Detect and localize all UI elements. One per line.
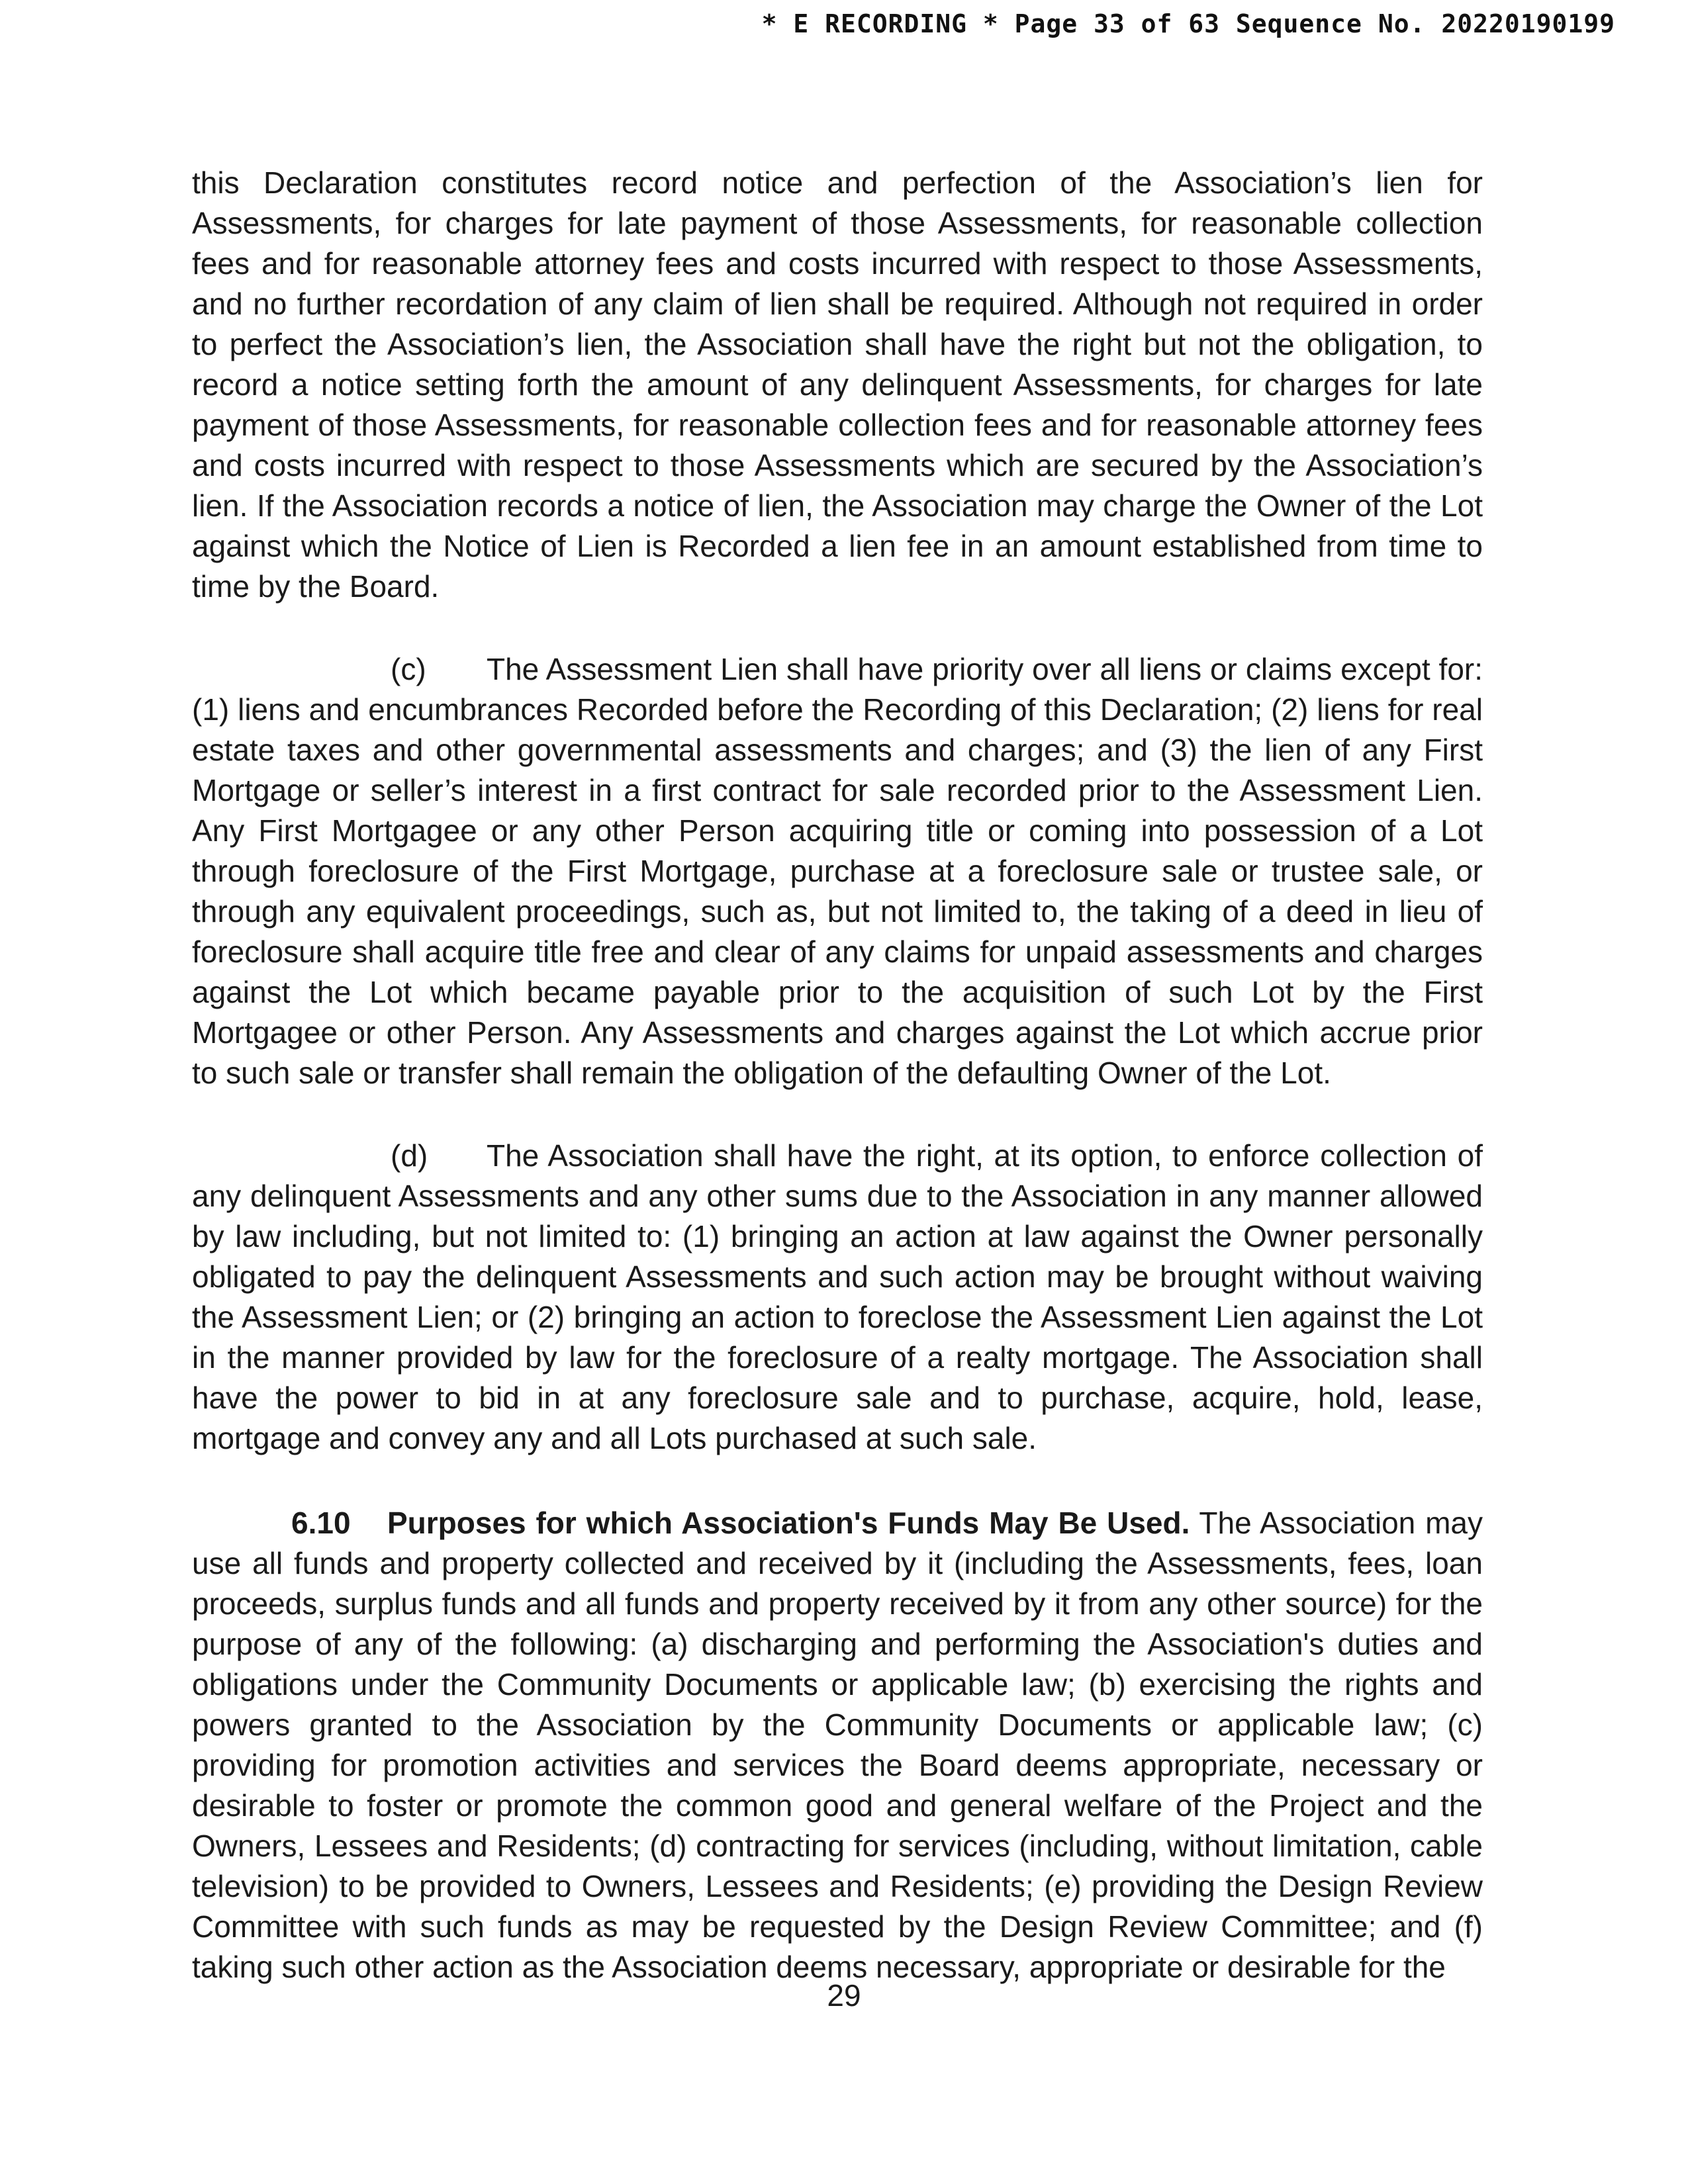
paragraph-c	[192, 649, 1483, 1093]
paragraph-c-label: (c)	[391, 652, 426, 686]
paragraph-d	[192, 1136, 1483, 1459]
section-6-10	[192, 1503, 1483, 1987]
section-title: Purposes for which Association's Funds May Be Used.	[387, 1506, 1190, 1540]
section-text: The Association may use all funds and property collected and received by it (including the Assessments, fees, loan proceeds, surplus funds and all funds and property received by it from any other source) for the purpose of any of the following: (a) discharging and performing the Association's duties and obligations under the Community Documents or applicable law; (b) exercising the rights and powers granted to the Association by the Community Documents or applicable law; (c) providing for promotion activities and services the Board deems appropriate, necessary or desirable to foster or promote the common good and general welfare of the Project and the Owners, Lessees and Residents; (d) contracting for services (including, without limitation, cable television) to be provided to Owners, Lessees and Residents; (e) providing the Design Review Committee with such funds as may be requested by the Design Review Committee; and (f) taking such other action as the Association deems necessary, appropriate or desirable for the	[192, 1506, 1483, 1984]
paragraph-d-text: The Association shall have the right, at its option, to enforce collection of any delinquent Assessments and any other sums due to the Association in any manner allowed by law including, but not limited to: (1) bringing an action at law against the Owner personally obligated to pay the delinquent Assessments and such action may be brought without waiving the Assessment Lien; or (2) bringing an action to foreclose the Assessment Lien against the Lot in the manner provided by law for the foreclosure of a realty mortgage. The Association shall have the power to bid in at any foreclosure sale and to purchase, acquire, hold, lease, mortgage and convey any and all Lots purchased at such sale.	[192, 1138, 1483, 1455]
section-number: 6.10	[291, 1506, 351, 1540]
page-number: 29	[827, 1978, 861, 2013]
paragraph-continuation: this Declaration constitutes record notice and perfection of the Association’s lien for Assessments, for charges for late payment of those Assessments, for reasonable collection fees and for reasonable attorney fees and costs incurred with respect to those Assessments, and no further recordation of any claim of lien shall be required. Although not required in order to perfect the Association’s lien, the Association shall have the right but not the obligation, to record a notice setting forth the amount of any delinquent Assessments, for charges for late payment of those Assessments, for reasonable collection fees and for reasonable attorney fees and costs incurred with respect to those Assessments which are secured by the Association’s lien. If the Association records a notice of lien, the Association may charge the Owner of the Lot against which the Notice of Lien is Recorded a lien fee in an amount established from time to time by the Board.	[192, 165, 1483, 604]
paragraph-d-label: (d)	[391, 1138, 428, 1173]
recording-header: * E RECORDING * Page 33 of 63 Sequence No. 20220190199	[761, 9, 1615, 38]
paragraph-c-text: The Assessment Lien shall have priority over all liens or claims except for: (1) liens and encumbrances Recorded before the Recording of this Declaration; (2) liens for real estate taxes and other governmental assessments and charges; and (3) the lien of any First Mortgage or seller’s interest in a first contract for sale recorded prior to the Assessment Lien. Any First Mortgagee or any other Person acquiring title or coming into possession of a Lot through foreclosure of the First Mortgage, purchase at a foreclosure sale or trustee sale, or through any equivalent proceedings, such as, but not limited to, the taking of a deed in lieu of foreclosure shall acquire title free and clear of any claims for unpaid assessments and charges against the Lot which became payable prior to the acquisition of such Lot by the First Mortgagee or other Person. Any Assessments and charges against the Lot which accrue prior to such sale or transfer shall remain the obligation of the defaulting Owner of the Lot.	[192, 652, 1483, 1090]
